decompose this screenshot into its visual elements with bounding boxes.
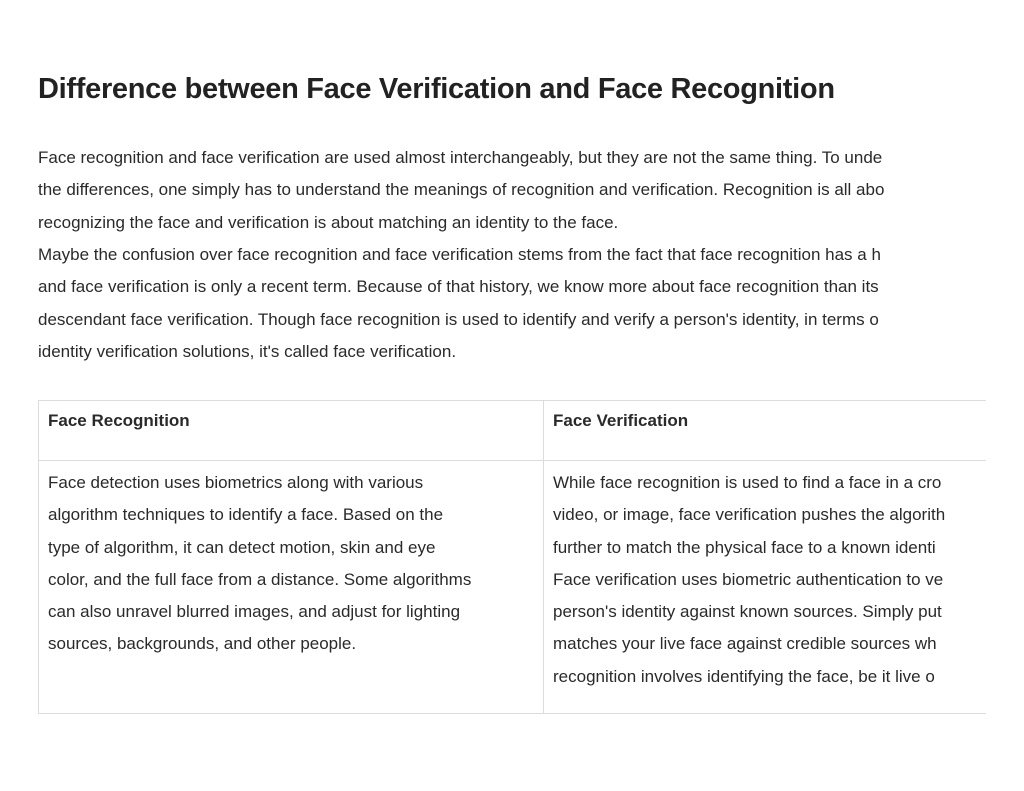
cell-line: type of algorithm, it can detect motion, skin and eye: [48, 537, 436, 557]
paragraph-line: Maybe the confusion over face recognition and face verification stems from the fact that face recognition has a h: [38, 245, 881, 264]
cell-line: algorithm techniques to identify a face. Based on the: [48, 505, 444, 525]
cell-line: further to match the physical face to a known identi: [553, 537, 936, 557]
cell-line: matches your live face against credible sources wh: [553, 634, 937, 654]
cell-face-verification: [544, 461, 987, 714]
paragraph-history: [38, 239, 881, 368]
cell-line: person's identity against known sources. Simply put: [553, 602, 942, 622]
article-content: [38, 0, 986, 791]
cell-line: Face verification uses biometric authentication to ve: [553, 569, 944, 589]
paragraph-line: recognizing the face and verification is about matching an identity to the face.: [38, 212, 619, 232]
paragraph-line: the differences, one simply has to understand the meanings of recognition and verification. Recognition is all abo: [38, 180, 885, 200]
article-title: Difference between Face Verification and Face Recognition: [38, 73, 835, 105]
cell-line: video, or image, face verification pushes the algorith: [553, 505, 946, 525]
paragraph-line: Face recognition and face verification are used almost interchangeably, but they are not the same thing. To unde: [38, 148, 883, 167]
cell-face-recognition: [39, 461, 544, 714]
table-header-row: [39, 401, 987, 461]
cell-line: recognition involves identifying the face, be it live o: [553, 666, 935, 686]
cell-line: can also unravel blurred images, and adjust for lighting: [48, 602, 461, 622]
paragraph-line: and face verification is only a recent term. Because of that history, we know more about face recognition than its: [38, 277, 879, 297]
comparison-table: [38, 400, 986, 714]
paragraph-intro: [38, 142, 884, 239]
cell-line: Face detection uses biometrics along with various: [48, 473, 424, 492]
cell-line: color, and the full face from a distance. Some algorithms: [48, 569, 472, 589]
table-row: [39, 461, 987, 714]
paragraph-line: identity verification solutions, it's called face verification.: [38, 341, 457, 361]
cell-line: sources, backgrounds, and other people.: [48, 634, 357, 654]
header-face-verification: Face Verification: [544, 401, 987, 461]
paragraph-line: descendant face verification. Though face recognition is used to identify and verify a person's identity, in terms o: [38, 309, 879, 329]
header-face-recognition: Face Recognition: [39, 401, 544, 461]
cell-line: While face recognition is used to find a face in a cro: [553, 473, 942, 492]
